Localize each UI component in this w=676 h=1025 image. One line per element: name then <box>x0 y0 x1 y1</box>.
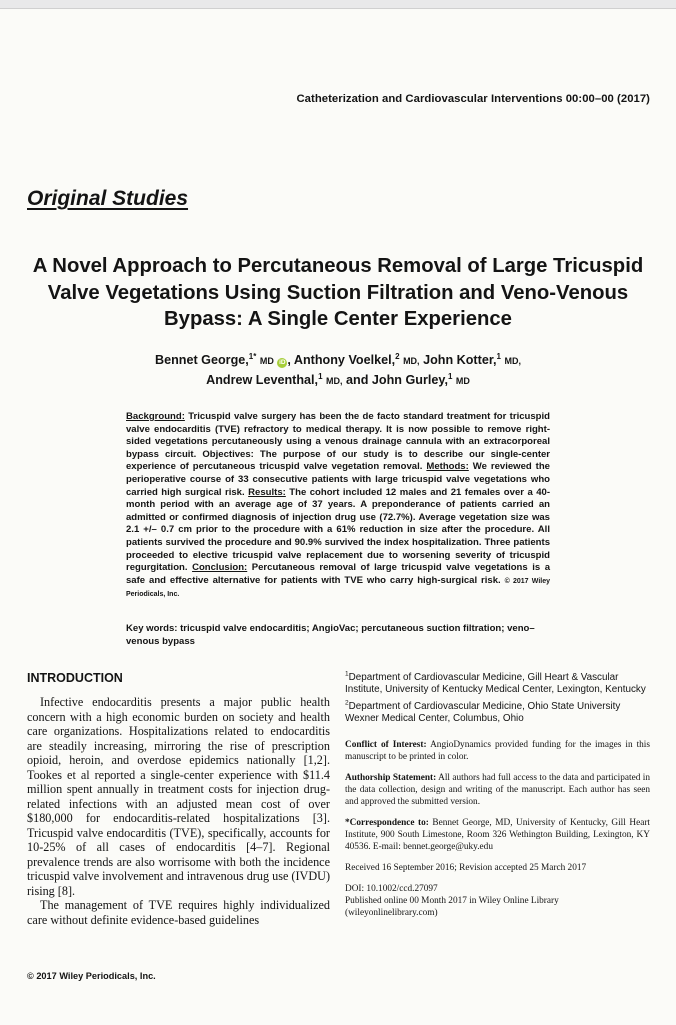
abstract-conclusion-label: Conclusion: <box>192 562 248 574</box>
doi[interactable]: DOI: 10.1002/ccd.27097 <box>345 884 438 895</box>
author-affiliation-mark: 2 <box>395 351 400 361</box>
abstract-results-text: The cohort included 12 males and 21 females over a 40-month period with an average age of 37 years. A preponderance of patients carried an admitted or confirmed diagnosis of injection drug use (72.7%). Average vegetation size was 2.1 +/– 0.7 cm prior to the procedure with a 61% reduction in size after the procedure. All patients survived the procedure and 90.9% survived the index hospitalization. Three patients proceeded to elective tricuspid valve replacement due to worsening severity of tricuspid regurgitation. <box>126 486 551 574</box>
affiliation-1: $^1$Department of Cardiovascular Medicine, Gill Heart & Vascular Institute, University of Kentucky Medical Center, Lexington, Kentucky <box>345 670 646 696</box>
abstract-methods-label: Methods: <box>426 461 469 473</box>
introduction-heading: INTRODUCTION <box>27 671 123 685</box>
abstract-background-label: Background: <box>126 411 185 422</box>
author-affiliation-mark: 1 <box>447 371 453 381</box>
keywords <box>126 623 550 648</box>
orcid-icon[interactable]: iD <box>279 359 286 366</box>
abstract-background-text: Tricuspid valve surgery has been the de facto standard treatment for tricuspid valve endocarditis (TVE) refractory to medical therapy. It is now possible to remove right-sided vegetations percutaneously using a venous drainage cannula with an extracorporeal bypass circuit. <box>126 411 550 460</box>
article-title: A Novel Approach to Percutaneous Removal of Large Tricuspid Valve Vegetations Using Suction Filtration and Veno-Venous Bypass: A Single Center Experience <box>32 255 644 330</box>
introduction-body <box>27 695 330 927</box>
abstract-copyright: © 2017 Wiley Periodicals, Inc. <box>126 577 550 599</box>
author-name: John Kotter, <box>423 353 497 367</box>
author-degree: MD <box>259 356 274 366</box>
section-heading: Original Studies <box>27 187 189 210</box>
abstract-objectives-text: The purpose of our study is to describe our single-center experience of percutaneous tricuspid valve vegetation removal. <box>126 448 551 473</box>
journal-header: Catheterization and Cardiovascular Interventions 00:00–00 (2017) <box>296 93 650 105</box>
author-degree: MD, <box>326 376 343 386</box>
correspondence: *Correspondence to: Bennet George, MD, University of Kentucky, Gill Heart Institute, 900 South Limestone, Room 326 Wethington Building, Lexington, KY 40536. E-mail: bennet.george@uky.edu <box>345 818 650 853</box>
abstract-methods-text: We reviewed the perioperative course of 33 consecutive patients with large tricuspid valve vegetations who carried high surgical risk. <box>126 461 550 498</box>
abstract-results-label: Results: <box>248 486 286 498</box>
paper-page <box>0 8 676 1025</box>
article-notes-column <box>345 672 650 919</box>
published-online: Published online 00 Month 2017 in Wiley Online Library <box>345 896 559 907</box>
introduction-paragraph: Infective endocarditis presents a major public health concern with a high economic burden on society and health care organizations. Hospitalizations related to endocarditis are steadily increasing, mirroring the rise of prescription opioid, heroin, and overdose epidemics nationally [1,2]. Tookes et al reported a single-center experience with $11.4 million spent annually in treatment costs for injection drug-related infections with an adjusted mean cost of over $180,000 for endocarditis-related hospitalizations [3]. Tricuspid valve endocarditis (TVE), specifically, accounts for 10-25% of all cases of endocarditis [4–7]. Regional prevalence trends are also worrisome with both the incidence tricuspid valve involvement and intravenous drug use (IVDU) rising [8]. <box>27 695 330 898</box>
page-footer-copyright: © 2017 Wiley Periodicals, Inc. <box>27 971 156 981</box>
author-affiliation-mark: 1 <box>318 371 323 381</box>
author-affiliation-mark: 1* <box>248 351 257 361</box>
affiliation-2: $^2$Department of Cardiovascular Medicine, Ohio State University Wexner Medical Center, Columbus, Ohio <box>345 699 621 725</box>
keywords-label: Key words: <box>126 623 178 634</box>
author-name: John Gurley, <box>371 373 448 387</box>
author-list: Bennet George,$^{1*}$ MD iD , Anthony Voelkel,$^2$ MD, John Kotter,$^1$ MD, Andrew Leventhal,$^1$ MD, and John Gurley,$^1$ MD <box>155 351 521 387</box>
author-degree: MD <box>455 376 470 386</box>
keywords-text: tricuspid valve endocarditis; AngioVac; percutaneous suction filtration; veno–venous bypass <box>126 623 535 647</box>
author-name: Bennet George, <box>155 353 249 367</box>
author-degree: MD, <box>403 356 420 366</box>
author-affiliation-mark: 1 <box>496 351 501 361</box>
received-date: Received 16 September 2016; Revision accepted 25 March 2017 <box>345 863 587 874</box>
author-conjunction: and <box>346 373 369 387</box>
author-name: Anthony Voelkel, <box>293 353 396 367</box>
library-link[interactable]: (wileyonlinelibrary.com) <box>345 908 438 919</box>
abstract-conclusion-text: Percutaneous removal of large tricuspid valve vegetations is a safe and effective alternative for patients with TVE who carry high-surgical risk. <box>126 562 551 586</box>
abstract <box>126 411 550 602</box>
conflict-of-interest: Conflict of Interest: AngioDynamics provided funding for the images in this manuscript to be printed in color. <box>345 740 651 763</box>
introduction-paragraph: The management of TVE requires highly individualized care without definite evidence-based guidelines <box>27 898 330 927</box>
abstract-objectives-label: Objectives: <box>202 448 254 460</box>
author-degree: MD, <box>504 356 521 366</box>
authorship-statement: Authorship Statement: All authors had full access to the data and participated in the data collection, design and writing of the manuscript. Each author has seen and approved the submitted version. <box>345 773 650 808</box>
author-name: Andrew Leventhal, <box>206 373 319 387</box>
